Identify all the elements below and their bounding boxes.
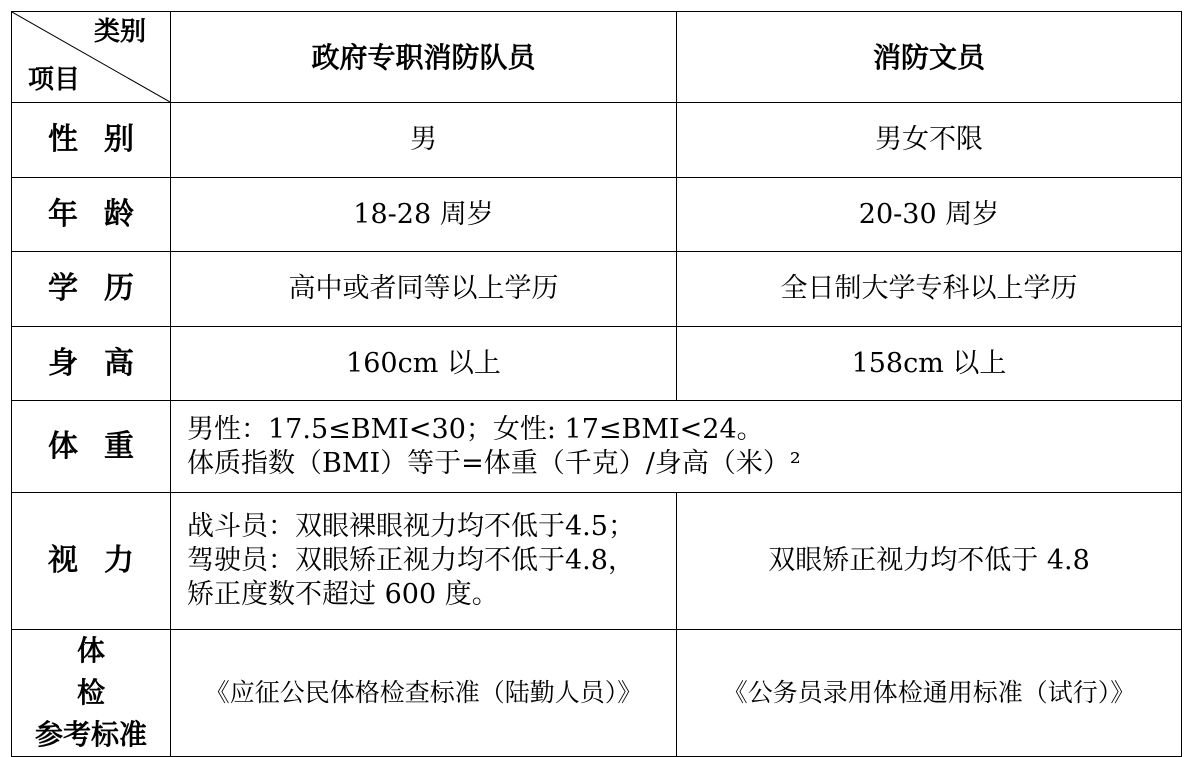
cell-gender-firefighter: 男 xyxy=(171,103,677,178)
cell-weight-merged xyxy=(171,401,1182,493)
table-row xyxy=(12,401,1182,493)
cell-vision-firefighter xyxy=(171,493,677,630)
cell-vision-clerk: 双眼矫正视力均不低于 4.8 xyxy=(677,493,1182,630)
header-row xyxy=(12,12,1182,103)
cell-gender-clerk: 男女不限 xyxy=(677,103,1182,178)
table-row xyxy=(12,252,1182,327)
cell-age-firefighter: 18-28 周岁 xyxy=(171,178,677,252)
row-label-height: 身高 xyxy=(12,327,171,401)
row-label-vision: 视力 xyxy=(12,493,171,630)
cell-education-firefighter: 高中或者同等以上学历 xyxy=(171,252,677,327)
cell-exam-clerk: 《公务员录用体检通用标准（试行）》 xyxy=(677,630,1182,757)
column-header-clerk: 消防文员 xyxy=(677,12,1182,103)
row-label-weight: 体重 xyxy=(12,401,171,493)
table-row xyxy=(12,178,1182,252)
row-label-exam xyxy=(12,630,171,757)
cell-education-clerk: 全日制大学专科以上学历 xyxy=(677,252,1182,327)
table-row xyxy=(12,493,1182,630)
corner-header-cell xyxy=(12,12,171,103)
cell-exam-firefighter: 《应征公民体格检查标准（陆勤人员）》 xyxy=(171,630,677,757)
column-header-firefighter: 政府专职消防队员 xyxy=(171,12,677,103)
cell-height-clerk: 158cm 以上 xyxy=(677,327,1182,401)
requirements-table xyxy=(11,11,1182,757)
row-label-education: 学历 xyxy=(12,252,171,327)
bmi-formula-text: 体质指数（BMI）等于=体重（千克）/身高（米）² xyxy=(187,447,801,479)
vision-driver-text: 驾驶员：双眼矫正视力均不低于4.8， xyxy=(187,545,635,577)
cell-age-clerk: 20-30 周岁 xyxy=(677,178,1182,252)
row-label-age: 年龄 xyxy=(12,178,171,252)
corner-category-label: 类别 xyxy=(93,17,146,47)
weight-criteria-text: 男性：17.5≤BMI<30；女性: 17≤BMI<24。 xyxy=(187,413,764,445)
table-row xyxy=(12,327,1182,401)
vision-correction-text: 矫正度数不超过 600 度。 xyxy=(187,578,499,610)
cell-height-firefighter: 160cm 以上 xyxy=(171,327,677,401)
exam-label-line1: 体检 xyxy=(76,634,165,709)
table-row xyxy=(12,630,1182,757)
corner-item-label: 项目 xyxy=(28,64,81,95)
row-label-gender: 性别 xyxy=(12,103,171,178)
table-row xyxy=(12,103,1182,178)
exam-label-line2: 参考标准 xyxy=(34,718,147,751)
vision-fighter-text: 战斗员：双眼裸眼视力均不低于4.5； xyxy=(187,511,635,543)
